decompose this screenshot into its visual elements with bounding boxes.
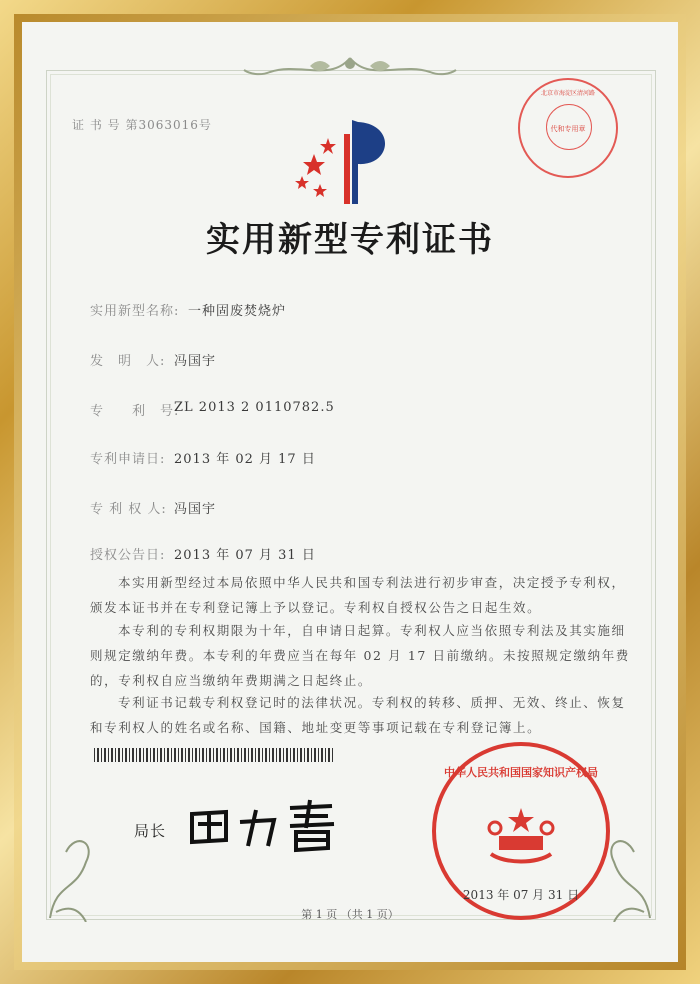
barcode <box>94 748 334 762</box>
field-value-inventor: 冯国宇 <box>174 354 217 369</box>
corner-stamp-text: 北京市海淀区清河路 <box>540 90 595 97</box>
field-value-grant-date: 2013 年 07 月 31 日 <box>174 548 316 563</box>
paragraph-3: 专利证书记载专利权登记时的法律状况。专利权的转移、质押、无效、终止、恢复和专利权人的姓名或名称、国籍、地址变更等事项记载在专利登记簿上。 <box>90 695 626 735</box>
field-label-filing-date: 专利申请日: <box>90 452 166 467</box>
seal-text: 中华人民共和国国家知识产权局 <box>444 766 598 779</box>
page-footer: 第 1 页 （共 1 页） <box>301 908 399 921</box>
corner-stamp-subtext: 代和专用章 <box>550 125 586 133</box>
director-signature-icon <box>182 794 352 854</box>
national-emblem-icon <box>485 804 557 864</box>
field-label-inventor: 发 明 人: <box>90 354 166 369</box>
field-label-name: 实用新型名称: <box>90 304 180 319</box>
certificate-paper <box>22 22 678 962</box>
paragraph-1: 本实用新型经过本局依照中华人民共和国专利法进行初步审查，决定授予专利权，颁发本证书并在专利登记簿上予以登记。专利权自授权公告之日起生效。 <box>90 575 626 615</box>
certificate-number: 证 书 号 第3063016号 <box>72 118 212 132</box>
paragraph-2: 本专利的专利权期限为十年，自申请日起算。专利权人应当依照专利法及其实施细则规定缴纳年费。本专利的年费应当在每年 02 月 17 日前缴纳。未按照规定缴纳年费的，专利权自应当缴纳年费期满之日起终止。 <box>90 623 630 688</box>
official-seal <box>432 742 610 920</box>
field-label-grant-date: 授权公告日: <box>90 548 166 563</box>
field-label-patentee: 专 利 权 人: <box>90 502 167 517</box>
patent-office-logo-icon <box>292 114 402 206</box>
field-value-name: 一种固废焚烧炉 <box>188 304 287 319</box>
field-value-patentee: 冯国宇 <box>174 502 217 517</box>
director-label: 局长 <box>134 822 167 840</box>
field-value-patent-number: ZL 2013 2 0110782.5 <box>174 400 335 415</box>
certificate-title: 实用新型专利证书 <box>206 220 494 260</box>
field-label-patent-number: 专 利 号: <box>90 404 180 419</box>
field-value-filing-date: 2013 年 02 月 17 日 <box>174 452 316 467</box>
top-ornament-icon <box>240 52 460 86</box>
seal-date: 2013 年 07 月 31 日 <box>462 888 580 902</box>
corner-stamp <box>518 78 618 178</box>
